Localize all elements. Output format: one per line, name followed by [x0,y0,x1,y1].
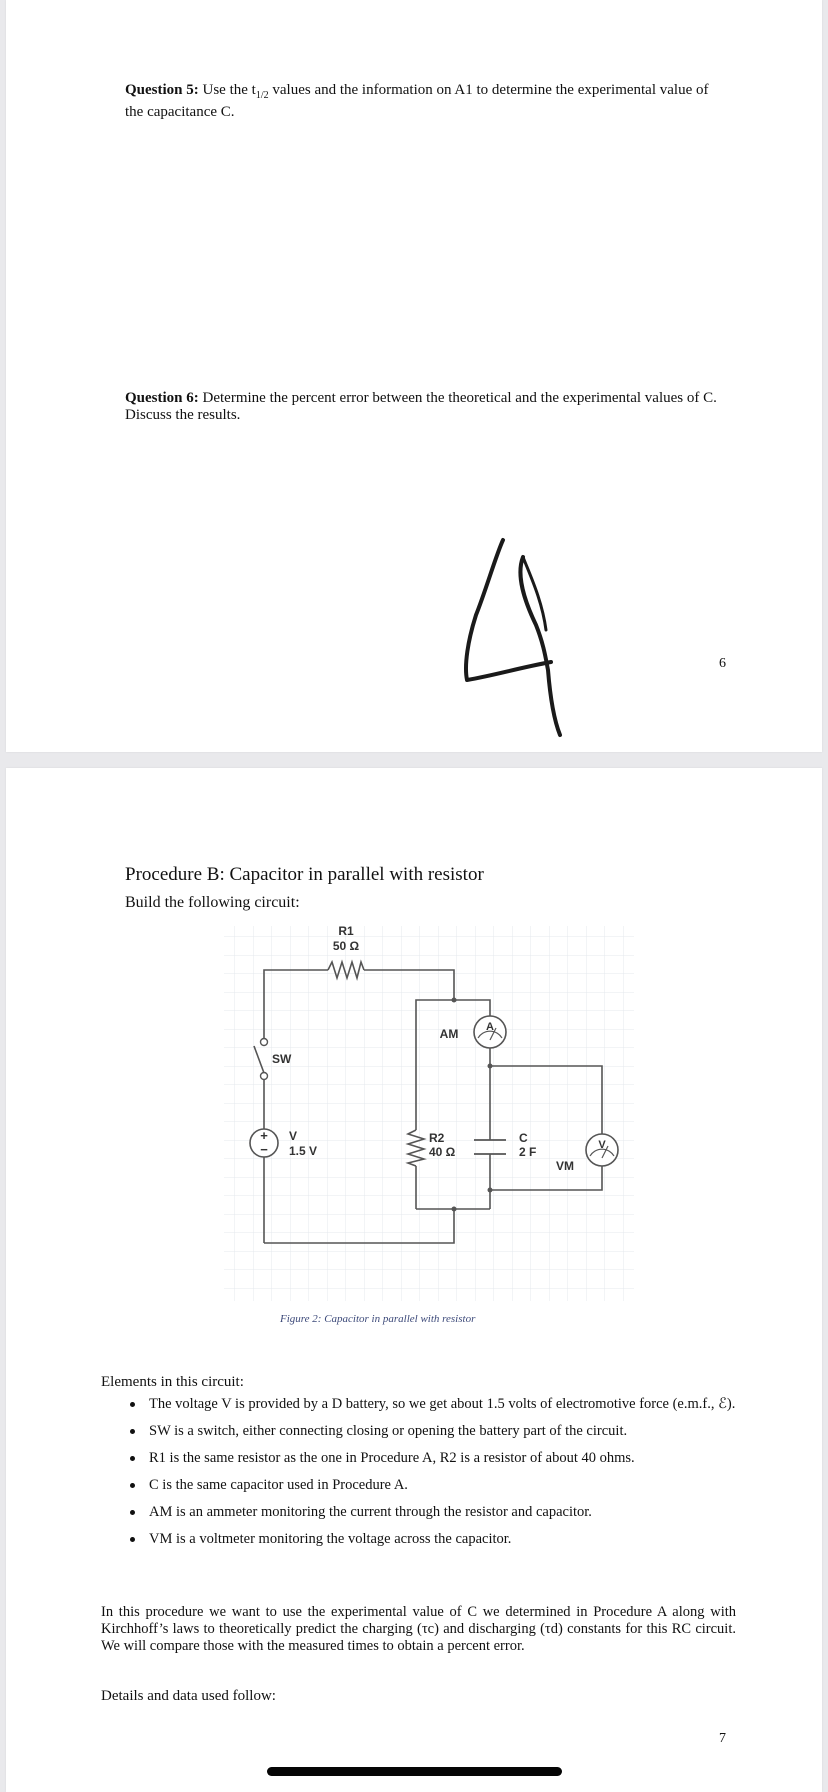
question-5-label: Question 5: [125,82,199,98]
ammeter-icon [474,1016,506,1048]
list-item-text: VM is a voltmeter monitoring the voltage across the capacitor. [149,1531,512,1547]
question-6 [125,390,725,424]
r2-label: R2 [429,1131,445,1145]
bullet-icon [130,1483,135,1488]
page-7 [6,768,822,1792]
handwritten-4-mark [446,530,596,750]
r1-value: 50 Ω [332,939,360,953]
battery-plus: + [260,1128,268,1143]
list-item-text: SW is a switch, either connecting closing or opening the battery part of the circuit. [149,1423,628,1439]
list-item [101,1531,741,1548]
question-5-subscript: 1/2 [255,90,269,101]
bullet-icon [130,1429,135,1434]
capacitor-label: C [519,1131,528,1145]
details-line: Details and data used follow: [101,1688,276,1704]
list-item [101,1423,741,1440]
node-dot [488,1064,493,1069]
battery-label: V [289,1129,298,1143]
list-item [101,1450,741,1467]
grid-background [224,926,634,1301]
voltmeter-symbol: V [598,1139,606,1151]
battery-icon [250,1128,278,1157]
r1-label: R1 [338,924,354,938]
battery-value: 1.5 V [289,1144,318,1158]
bullet-icon [130,1456,135,1461]
procedure-paragraph: In this procedure we want to use the experimental value of C we determined in Procedure A along with Kirchhoff’s laws to theoretically predict the charging (τc) and discharging (τd) constants for this RC circuit. We will compare those with the measured times to obtain a percent error. [101,1604,736,1654]
bullet-icon [130,1402,135,1407]
bullet-icon [130,1510,135,1515]
section-title: Procedure B: Capacitor in parallel with resistor [125,864,484,885]
elements-list [101,1396,741,1558]
list-item-text: The voltage V is provided by a D battery, so we get about 1.5 volts of electromotive force (e.m.f., ℰ). [149,1396,736,1412]
question-5-text-b: values and the information on A1 to determine the experimental value of the capacitance C. [125,82,709,120]
ammeter-label: AM [439,1027,459,1041]
circuit-diagram [216,918,646,1308]
list-item-text: R1 is the same resistor as the one in Procedure A, R2 is a resistor of about 40 ohms. [149,1450,635,1466]
bullet-icon [130,1537,135,1542]
voltmeter-icon [586,1134,618,1166]
figure-caption: Figure 2: Capacitor in parallel with resistor [280,1313,476,1325]
capacitor-value: 2 F [519,1145,537,1159]
home-indicator-bar[interactable] [267,1767,562,1776]
list-item [101,1504,741,1521]
section-subtitle: Build the following circuit: [125,894,300,911]
question-6-text: Determine the percent error between the theoretical and the experimental values of C. Discuss the results. [125,390,717,423]
list-item-text: AM is an ammeter monitoring the current through the resistor and capacitor. [149,1504,592,1520]
node-dot [488,1188,493,1193]
battery-minus: − [260,1142,268,1157]
page-6 [6,0,822,752]
page-number-6: 6 [719,656,726,671]
question-5-text-a: Use the t [198,82,256,98]
list-item [101,1396,741,1413]
switch-label: SW [272,1052,292,1066]
list-item [101,1477,741,1494]
node-dot [452,1207,457,1212]
question-6-label: Question 6: [125,390,199,406]
page-number-7: 7 [719,1731,726,1746]
question-5 [125,82,725,121]
r2-value: 40 Ω [429,1145,456,1159]
list-item-text: C is the same capacitor used in Procedure A. [149,1477,408,1493]
voltmeter-label: VM [556,1159,574,1173]
node-dot [452,998,457,1003]
elements-heading: Elements in this circuit: [101,1374,244,1390]
ammeter-symbol: A [486,1021,494,1033]
